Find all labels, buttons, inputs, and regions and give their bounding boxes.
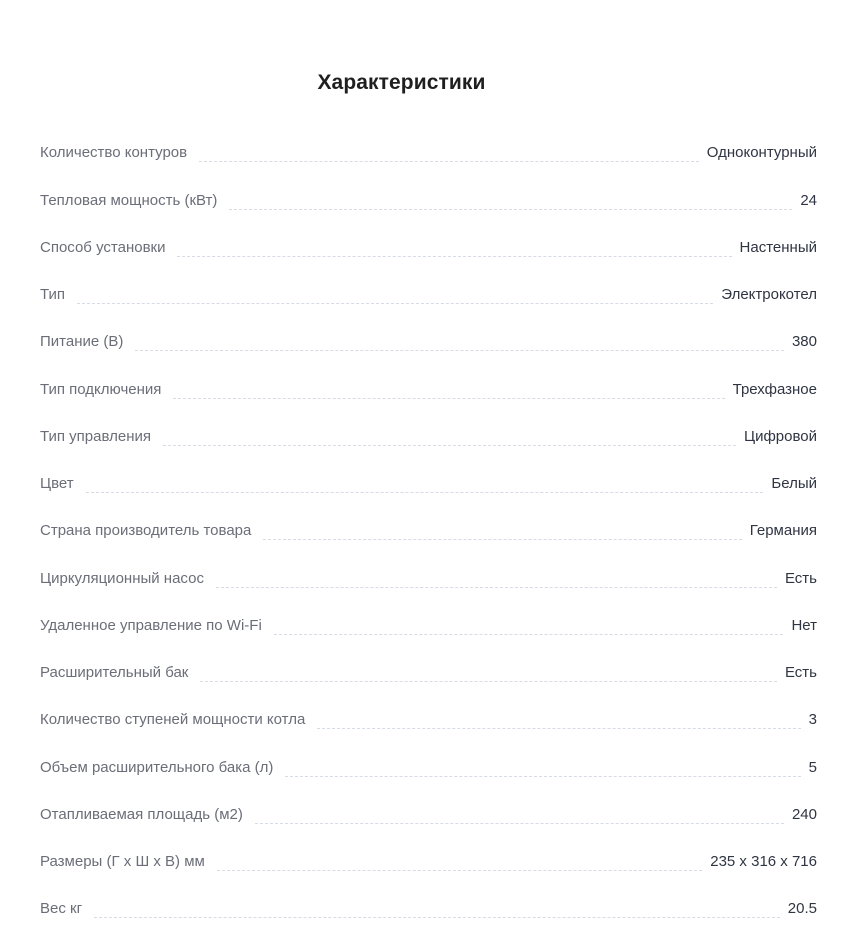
spec-label: Удаленное управление по Wi-Fi (40, 616, 262, 634)
dotted-leader (200, 680, 777, 682)
spec-row-dimensions (40, 832, 817, 879)
spec-row-circuits (40, 123, 817, 170)
dotted-leader (229, 208, 792, 210)
spec-label: Размеры (Г х Ш х В) мм (40, 853, 205, 870)
dotted-leader (177, 255, 731, 257)
spec-value: Есть (784, 664, 817, 681)
spec-label: Питание (В) (40, 333, 124, 351)
specs-list (40, 123, 817, 926)
spec-row-country (40, 501, 817, 548)
spec-label: Количество ступеней мощности котла (40, 711, 306, 729)
spec-row-control-type (40, 407, 817, 454)
spec-label: Объем расширительного бака (л) (40, 758, 274, 776)
spec-label: Расширительный бак (40, 664, 189, 681)
dotted-leader (217, 869, 702, 871)
spec-row-heated-area (40, 785, 817, 832)
dotted-leader (274, 633, 784, 635)
dotted-leader (77, 302, 713, 304)
dotted-leader (94, 916, 780, 918)
dotted-leader (285, 775, 800, 777)
dotted-leader (263, 538, 741, 540)
spec-row-tank-volume (40, 737, 817, 784)
spec-value: Германия (749, 522, 817, 540)
spec-row-connection-type (40, 359, 817, 406)
spec-label: Тип (40, 286, 66, 303)
spec-label: Способ установки (40, 238, 166, 256)
spec-label: Тепловая мощность (кВт) (40, 191, 218, 209)
dotted-leader (163, 444, 736, 446)
spec-label: Тип подключения (40, 380, 162, 398)
spec-row-type (40, 265, 817, 312)
dotted-leader (216, 586, 777, 588)
spec-value: Настенный (739, 238, 817, 256)
spec-label: Цвет (40, 475, 74, 492)
spec-label: Страна производитель товара (40, 522, 252, 540)
spec-value: Есть (784, 569, 817, 587)
spec-row-mounting (40, 218, 817, 265)
dotted-leader (255, 822, 784, 824)
spec-row-weight (40, 879, 817, 926)
dotted-leader (173, 397, 724, 399)
spec-label: Количество контуров (40, 144, 188, 162)
dotted-leader (199, 160, 699, 162)
spec-value: Одноконтурный (706, 144, 817, 162)
spec-value: 24 (800, 191, 817, 209)
spec-value: 380 (791, 333, 817, 351)
spec-value: 20.5 (787, 900, 817, 918)
spec-row-power-supply (40, 312, 817, 359)
spec-label: Вес кг (40, 900, 83, 918)
spec-row-power-stages (40, 690, 817, 737)
page-title: Характеристики (317, 71, 486, 95)
spec-row-heat-power (40, 170, 817, 217)
dotted-leader (317, 727, 800, 729)
spec-value: 240 (791, 805, 817, 823)
spec-value: Нет (791, 616, 817, 634)
spec-value: Белый (771, 475, 817, 492)
spec-value: 5 (808, 758, 817, 776)
spec-label: Циркуляционный насос (40, 569, 204, 587)
spec-row-circulation-pump (40, 548, 817, 595)
spec-value: Электрокотел (721, 286, 817, 303)
dotted-leader (86, 491, 764, 493)
spec-value: Цифровой (743, 427, 817, 445)
spec-label: Тип управления (40, 427, 151, 445)
spec-value: Трехфазное (732, 380, 817, 398)
spec-row-wifi-control (40, 596, 817, 643)
spec-value: 235 х 316 х 716 (710, 853, 817, 870)
dotted-leader (135, 349, 784, 351)
spec-row-expansion-tank (40, 643, 817, 690)
spec-label: Отапливаемая площадь (м2) (40, 805, 243, 823)
spec-row-color (40, 454, 817, 501)
spec-value: 3 (808, 711, 817, 729)
